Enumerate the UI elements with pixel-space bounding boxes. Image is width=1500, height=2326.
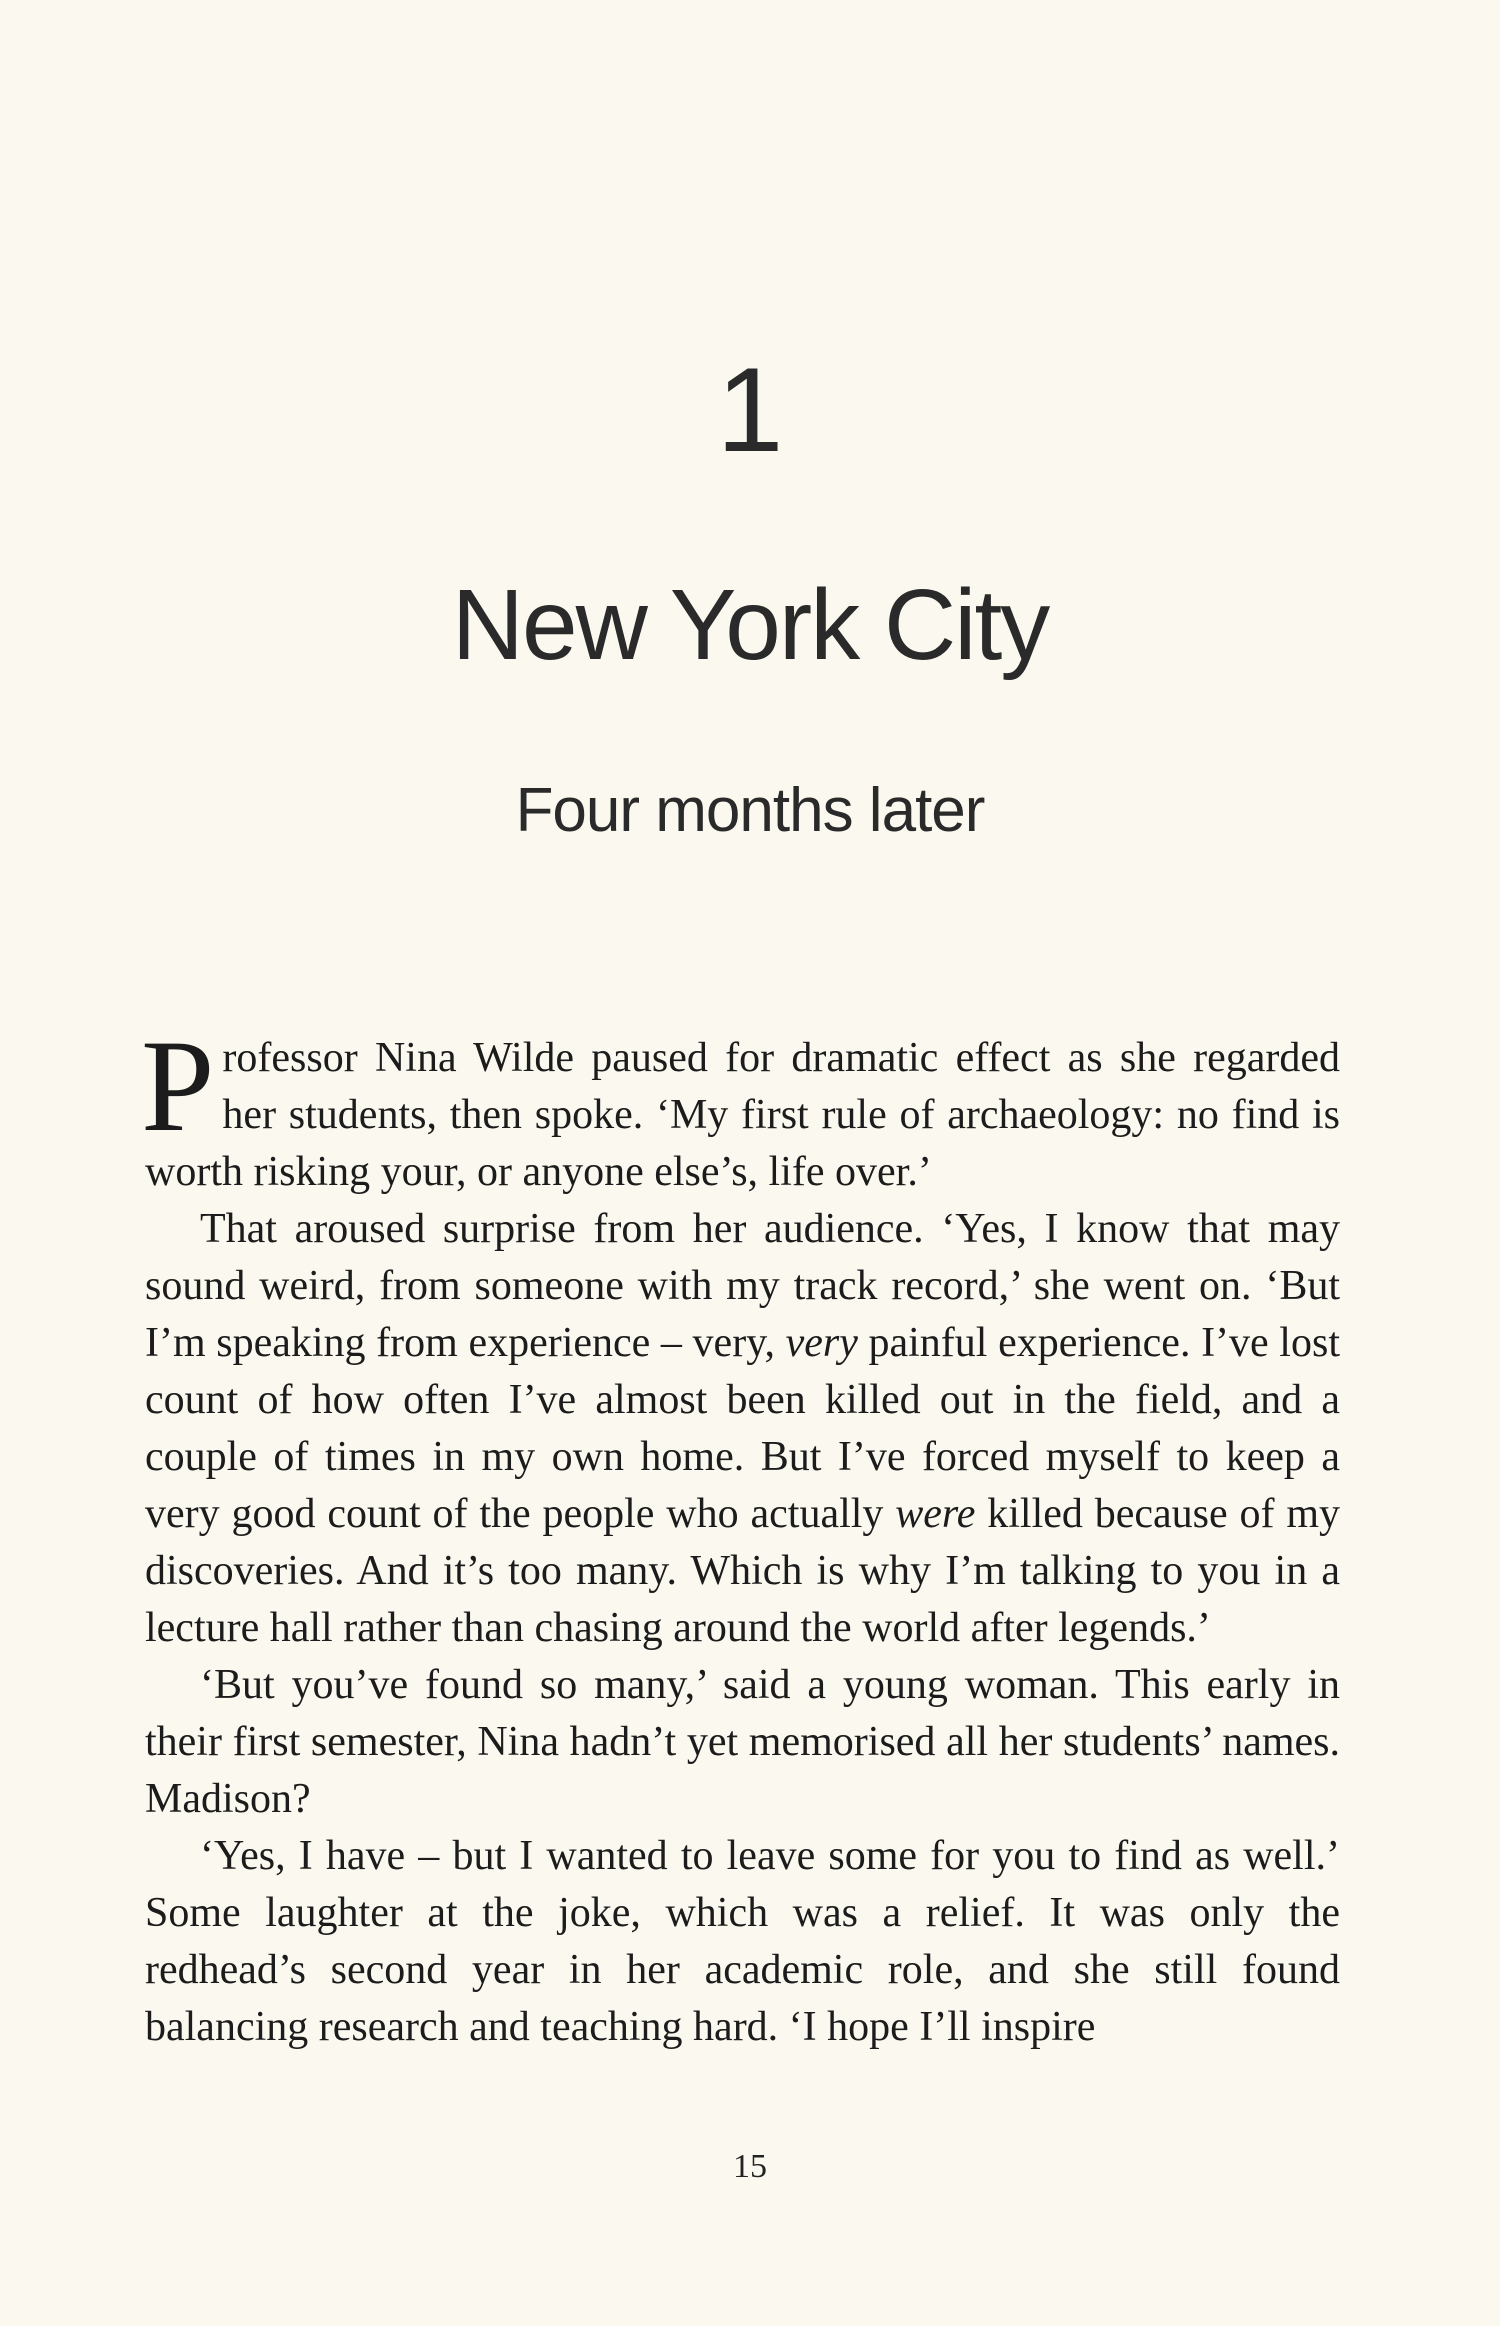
paragraph-1-text: rofessor Nina Wilde paused for dramatic effect as she regarded her students, then spoke. ‘My first rule of archaeology: no find is worth risking your, or anyone else’s, life over.’	[145, 1035, 1340, 1195]
paragraph-2-emphasis2: were	[895, 1491, 976, 1537]
chapter-subtitle: Four months later	[515, 776, 985, 845]
chapter-body	[141, 1012, 1341, 2056]
drop-cap: P	[141, 1012, 215, 1159]
paragraph-2-emphasis1: very	[785, 1320, 858, 1366]
paragraph-2-part3: killed because of my discoveries. And it’s too many. Which is why I’m talking to you in a lecture hall rather than chasing around the world after legends.’	[145, 1491, 1341, 1651]
paragraph-4: ‘Yes, I have – but I wanted to leave some for you to find as well.’ Some laughter at the joke, which was a relief. It was only the redhead’s second year in her academic role, and she still found balancing research and teaching hard. ‘I hope I’ll inspire	[145, 1833, 1340, 2050]
chapter-number: 1	[716, 343, 784, 477]
paragraph-3: ‘But you’ve found so many,’ said a young woman. This early in their first semester, Nina hadn’t yet memorised all her students’ names. Madison?	[145, 1662, 1340, 1822]
paragraph-1	[141, 1012, 1340, 1201]
chapter-title: New York City	[451, 569, 1049, 681]
page-number: 15	[733, 2148, 767, 2185]
paragraph-2	[145, 1201, 1340, 1657]
paragraph-2-part1: That aroused surprise from her audience. ‘Yes, I know that may sound weird, from someone with my track record,’ she went on. ‘But I’m speaking from experience – very,	[145, 1206, 1340, 1366]
paragraph-2-part2: painful experience. I’ve lost count of how often I’ve almost been killed out in the field, and a couple of times in my own home. But I’ve forced myself to keep a very good count of the people who actually	[145, 1320, 1340, 1537]
